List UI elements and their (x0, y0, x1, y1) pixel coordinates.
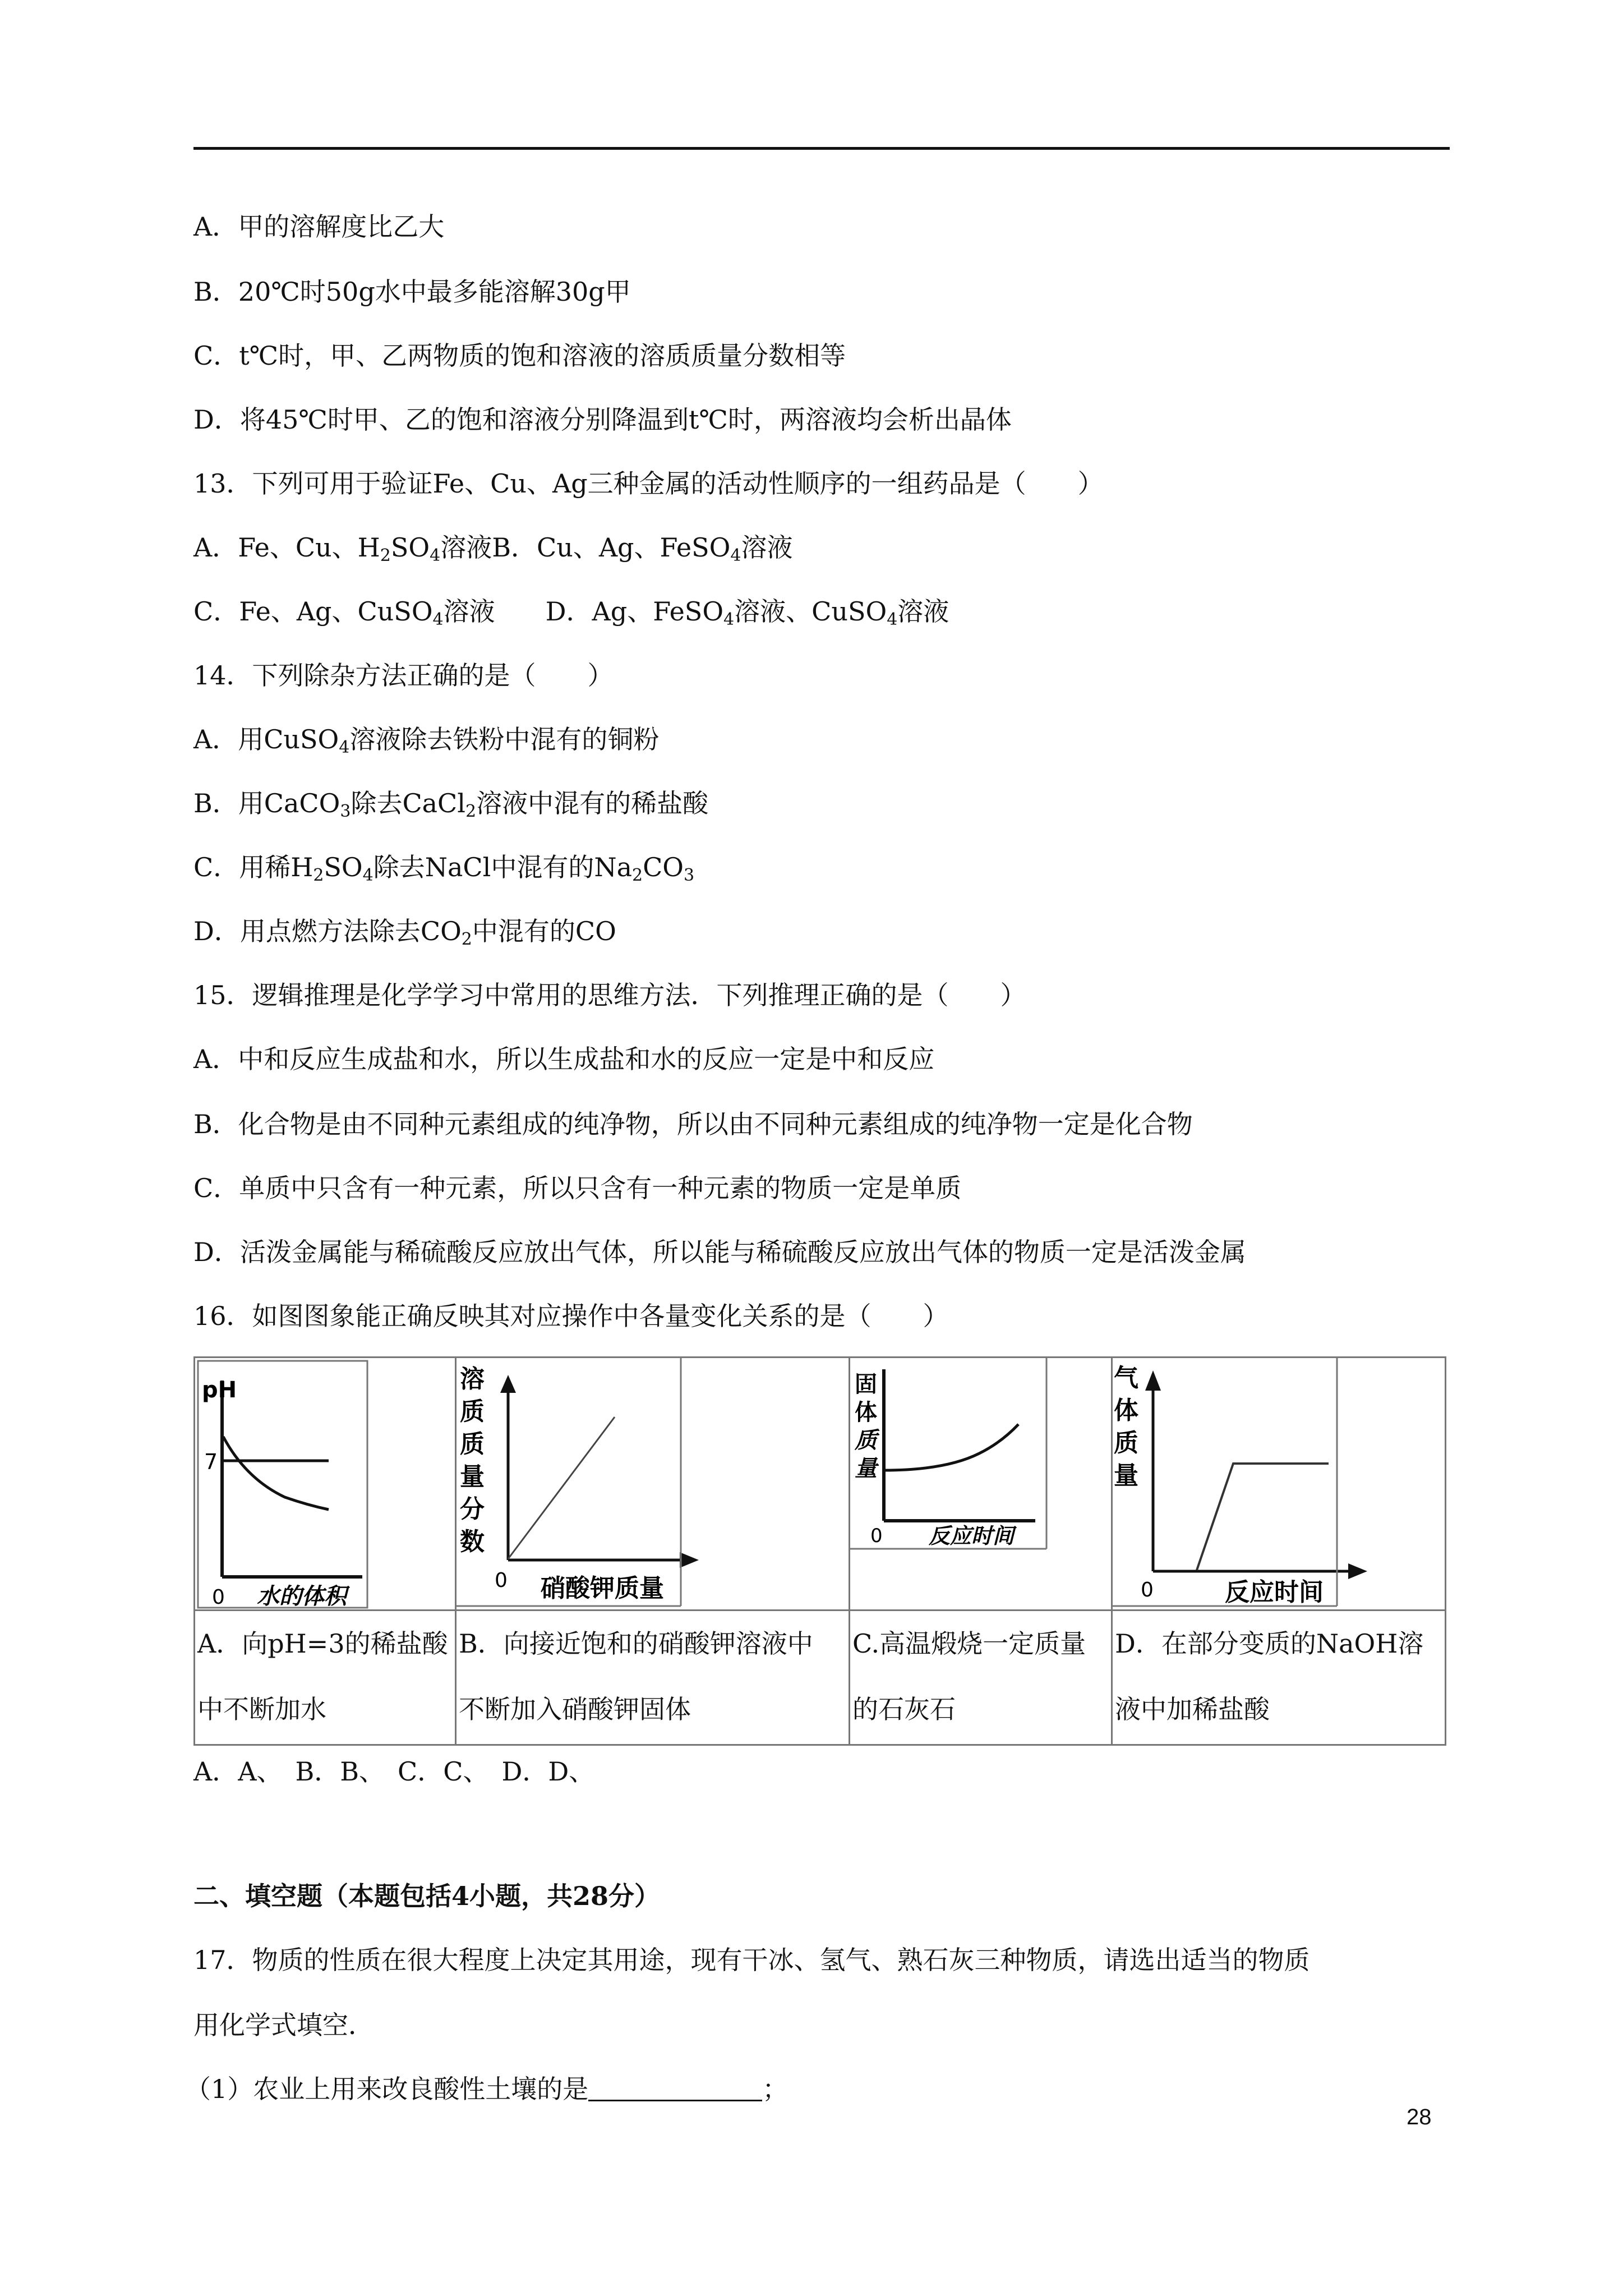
graph-a (195, 1358, 455, 1609)
option-line: C．t℃时，甲、乙两物质的饱和溶液的溶质质量分数相等 (193, 341, 846, 371)
q16-cell-a: A．向pH=3的稀盐酸 中不断加水 (197, 1628, 448, 1724)
graph-d (1113, 1358, 1446, 1609)
y-axis-label: pH (202, 1377, 237, 1403)
q14-option-d: D．用点燃方法除去$CO_2$中混有的CO (193, 916, 616, 949)
q13-options-cd: C．Fe、Ag、CuSO$_4$溶液 D．Ag、FeSO$_4$溶液、CuSO$_4$溶液 (193, 596, 949, 629)
graph-b (457, 1358, 849, 1609)
option-line: B．20℃时50g水中最多能溶解30g甲 (193, 277, 631, 307)
q15-option-d: D．活泼金属能与稀硫酸反应放出气体，所以能与稀硫酸反应放出气体的物质一定是活泼金属 (193, 1237, 1246, 1267)
y-label-char: 量 (1114, 1461, 1138, 1490)
y-label-char: 量 (460, 1462, 485, 1491)
y-label-char: 气 (1114, 1364, 1138, 1392)
option-line: A．甲的溶解度比乙大 (193, 211, 445, 242)
y-label-char: 数 (460, 1527, 485, 1556)
y-label-char: 分 (460, 1495, 485, 1524)
x-axis-label: 反应时间 (1225, 1578, 1324, 1607)
x-axis-label: 反应时间 (929, 1524, 1015, 1548)
y-label-char: 体 (855, 1400, 877, 1425)
answer-blank[interactable] (588, 2077, 762, 2101)
y-label-char: 固 (855, 1372, 877, 1397)
header-rule (193, 147, 1450, 150)
x-axis-label: 水的体积 (257, 1584, 347, 1609)
question-14-stem: 14．下列除杂方法正确的是（ ） (193, 660, 614, 691)
y-label-char: 质 (855, 1428, 877, 1453)
y-label-char: 质 (460, 1397, 485, 1426)
x-arrow (680, 1552, 699, 1568)
question-13-stem: 13．下列可用于验证Fe、Cu、Ag三种金属的活动性顺序的一组药品是（ ） (193, 468, 1104, 499)
q16-cell-b: B．向接近饱和的硝酸钾溶液中 不断加入硝酸钾固体 (459, 1628, 813, 1724)
q16-graph-table (193, 1356, 1446, 1746)
q17-sub1: （1）农业上用来改良酸性土壤的是 ； (185, 2074, 789, 2104)
origin-label: 0 (212, 1586, 225, 1609)
gas-line (1197, 1464, 1329, 1570)
y-arrow (500, 1375, 516, 1393)
q16-cell-d: D．在部分变质的NaOH溶 液中加稀盐酸 (1115, 1628, 1424, 1724)
option-line: D．将45℃时甲、乙的饱和溶液分别降温到t℃时，两溶液均会析出晶体 (193, 404, 1012, 435)
q14-option-a: A．用CuSO$_4$溶液除去铁粉中混有的铜粉 (193, 724, 660, 757)
y-label-char: 量 (855, 1456, 877, 1481)
q16-options: A．A、 B．B、 C．C、 D．D、 (193, 1756, 595, 1787)
ph-curve (223, 1437, 329, 1510)
q16-cell-c: C.高温煅烧一定质量 的石灰石 (852, 1628, 1086, 1724)
origin-label: 0 (1141, 1579, 1154, 1602)
y-label-char: 质 (460, 1430, 485, 1458)
mass-curve (884, 1424, 1018, 1470)
y-label-char: 溶 (460, 1365, 485, 1393)
question-17-stem-cont: 用化学式填空． (193, 2010, 374, 2040)
y-label-char: 体 (1114, 1396, 1138, 1425)
question-15-stem: 15．逻辑推理是化学学习中常用的思维方法．下列推理正确的是（ ） (193, 980, 1026, 1010)
graph-c (850, 1358, 1111, 1609)
section-heading: 二、填空题（本题包括4小题，共28分） (193, 1881, 661, 1911)
q13-options-ab: A．Fe、Cu、$H_2SO_4$溶液B．Cu、Ag、FeSO$_4$溶液 (193, 532, 793, 565)
q14-option-b: B．用CaCO$_3$除去CaCl$_2$溶液中混有的稀盐酸 (193, 788, 709, 821)
x-axis-label: 硝酸钾质量 (541, 1574, 664, 1603)
x-arrow (1348, 1563, 1367, 1579)
origin-label: 0 (870, 1525, 883, 1547)
y-arrow (1145, 1370, 1161, 1391)
question-17-stem: 17．物质的性质在很大程度上决定其用途，现有干冰、氢气、熟石灰三种物质，请选出适当的物质 (193, 1945, 1310, 1975)
q15-option-a: A．中和反应生成盐和水，所以生成盐和水的反应一定是中和反应 (193, 1044, 935, 1074)
tick-7: 7 (204, 1450, 218, 1474)
q15-option-b: B．化合物是由不同种元素组成的纯净物，所以由不同种元素组成的纯净物一定是化合物 (193, 1109, 1193, 1139)
q14-option-c: C．用稀$H_2SO_4$除去NaCl中混有的$Na_2CO_3$ (193, 852, 695, 885)
q15-option-c: C．单质中只含有一种元素，所以只含有一种元素的物质一定是单质 (193, 1173, 962, 1203)
origin-label: 0 (495, 1569, 508, 1592)
y-label-char: 质 (1114, 1429, 1138, 1457)
data-line (508, 1417, 615, 1559)
question-16-stem: 16．如图图象能正确反映其对应操作中各量变化关系的是（ ） (193, 1301, 949, 1331)
page-number: 28 (1407, 2105, 1432, 2129)
